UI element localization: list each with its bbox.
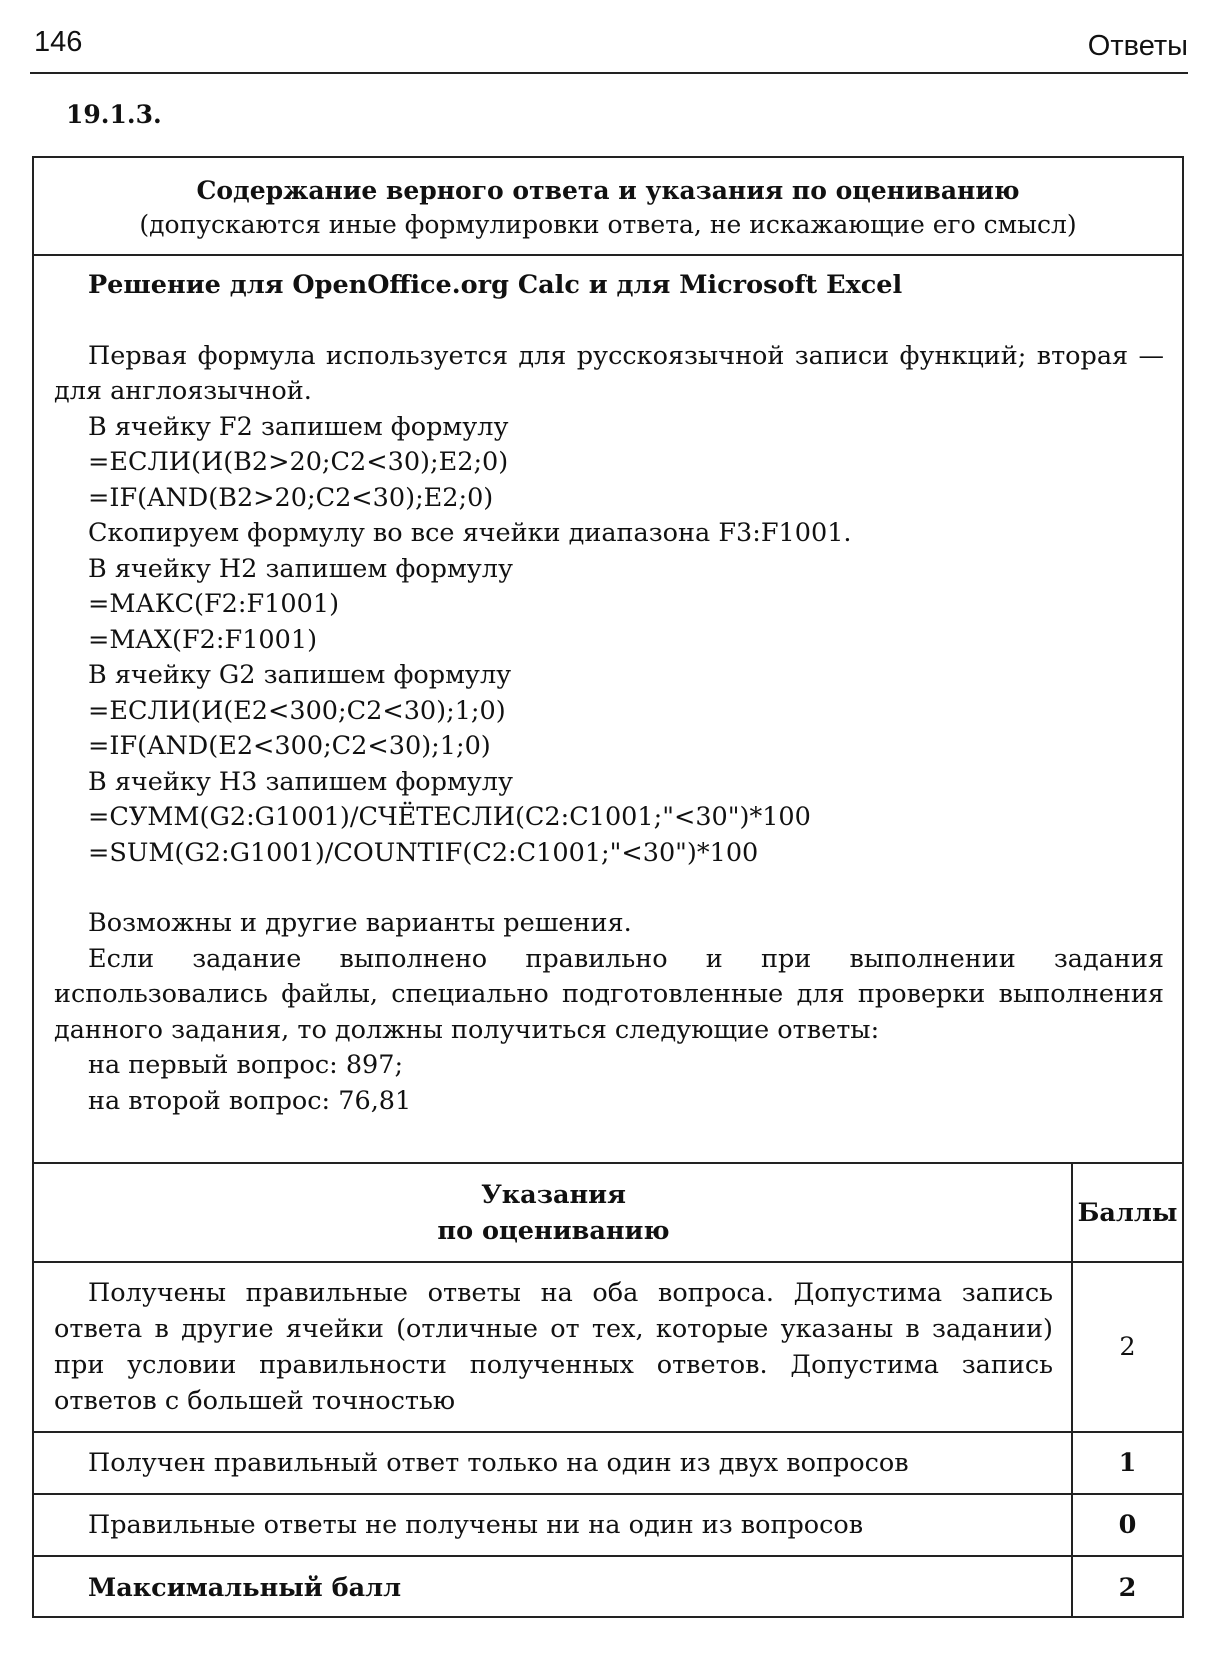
answer-1: на первый вопрос: 897; — [88, 1050, 404, 1080]
points-header: Баллы — [1072, 1164, 1182, 1262]
formula-line: =ЕСЛИ(И(B2>20;C2<30);E2;0) — [88, 447, 509, 477]
solution-section — [34, 256, 1182, 1164]
table-row — [34, 1494, 1182, 1556]
points-cell: 0 — [1072, 1494, 1182, 1556]
page-header — [30, 22, 1188, 74]
criteria-header-line1: Указания — [481, 1179, 626, 1210]
formula-line: =СУММ(G2:G1001)/СЧЁТЕСЛИ(C2:C1001;"<30")*100 — [88, 802, 811, 832]
answer-table — [32, 156, 1184, 1618]
table-head-note: (допускаются иные формулировки ответа, не искажающие его смысл) — [139, 210, 1077, 239]
solution-line: Скопируем формулу во все ячейки диапазона F3:F1001. — [88, 518, 852, 548]
table-row — [34, 1432, 1182, 1494]
criterion-cell: Получен правильный ответ только на один из двух вопросов — [34, 1432, 1072, 1494]
answer-2: на второй вопрос: 76,81 — [88, 1085, 412, 1116]
solution-line: В ячейку F2 запишем формулу — [88, 411, 509, 442]
table-row — [34, 1262, 1182, 1432]
points-cell: 1 — [1072, 1432, 1182, 1494]
criterion-cell: Правильные ответы не получены ни на один из вопросов — [34, 1494, 1072, 1556]
table-head-title: Содержание верного ответа и указания по оцениванию — [196, 176, 1020, 205]
formula-line: =SUM(G2:G1001)/COUNTIF(C2:C1001;"<30")*100 — [88, 837, 759, 868]
points-cell: 2 — [1072, 1262, 1182, 1432]
max-score-label: Максимальный балл — [34, 1556, 1072, 1618]
formula-line: =IF(AND(B2>20;C2<30);E2;0) — [88, 482, 494, 513]
max-score-row — [34, 1556, 1182, 1618]
solution-title: Решение для OpenOffice.org Calc и для Microsoft Excel — [88, 270, 903, 300]
other-variants-note: Возможны и другие варианты решения. — [88, 908, 632, 938]
grading-table — [34, 1164, 1182, 1618]
formula-line: =MAX(F2:F1001) — [88, 624, 318, 655]
task-id: 19.1.3. — [66, 100, 162, 129]
formula-line: =IF(AND(E2<300;C2<30);1;0) — [88, 731, 491, 761]
running-head: Ответы — [1087, 30, 1188, 62]
table-head — [34, 158, 1182, 256]
solution-line: В ячейку G2 запишем формулу — [88, 660, 512, 690]
grading-header-row — [34, 1164, 1182, 1262]
criteria-header-line2: по оцениванию — [437, 1215, 670, 1246]
page-number: 146 — [34, 26, 83, 58]
max-score-value: 2 — [1072, 1556, 1182, 1618]
files-note: Если задание выполнено правильно и при выполнении задания использовались файлы, специально подготовленные для проверки выполнения данного задания, то должны получиться следующие ответы: — [54, 943, 1164, 1045]
solution-line: В ячейку H2 запишем формулу — [88, 553, 514, 584]
formula-line: =МАКС(F2:F1001) — [88, 589, 340, 619]
solution-line: В ячейку H3 запишем формулу — [88, 766, 514, 797]
criterion-cell: Получены правильные ответы на оба вопроса. Допустима запись ответа в другие ячейки (отличные от тех, которые указаны в задании) при условии правильности полученных ответов. Допустима запись ответов с большей точностью — [34, 1262, 1072, 1432]
criteria-header — [34, 1164, 1072, 1262]
solution-intro: Первая формула используется для русскоязычной записи функций; вторая — для англоязычной. — [54, 340, 1164, 406]
formula-line: =ЕСЛИ(И(E2<300;C2<30);1;0) — [88, 695, 506, 726]
